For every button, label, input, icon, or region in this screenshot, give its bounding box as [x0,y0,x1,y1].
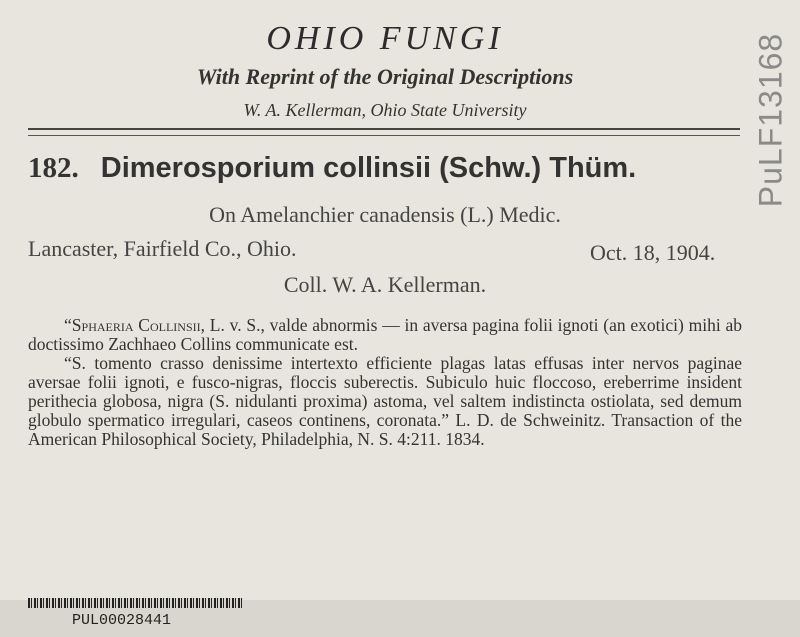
herbarium-stamp [746,20,796,220]
species-heading [28,152,636,185]
catalog-number: PUL00028441 [72,612,172,629]
collector: Coll. W. A. Kellerman. [283,272,487,297]
divider-rule-thin [28,135,740,136]
description-paragraph-1: “Sphaeria Collinsii, L. v. S., valde abnormis — in aversa pagina folii ignoti (an exotici) mihi ab doctissimo Zachhaeo Collins communicate est. [28,315,742,354]
label-author: W. A. Kellerman, Ohio State University [243,100,527,120]
divider-rule [28,128,740,130]
description-paragraph-2: “S. tomento crasso denissime intertexto efficiente plagas latas effusas inter nervos paginae aversae folii ignoti, e fusco-nigras, floccis suberectis. Subiculo huic floccoso, ereberrime insident perithecia globosa, nigra (S. nidulanti proxima) astoma, vel saltem indistincta ostiolata, sed demum globulo spermatico irregulari, caseos continens, coronata.” L. D. de Schweinitz. Transaction of the American Philosophical Society, Philadelphia, N. S. 4:211. 1834. [28,353,742,449]
taxon-smallcaps: Sphaeria Collinsii [71,315,201,335]
host-plant: On Amelanchier canadensis (L.) Medic. [209,202,561,227]
stamp-text: PuLF13168 [752,32,789,208]
species-name: Dimerosporium collinsii (Schw.) Thüm. [100,152,637,184]
label-subtitle: With Reprint of the Original Descriptions [196,64,574,89]
collection-date: Oct. 18, 1904. [590,240,716,265]
label-title: OHIO FUNGI [266,20,504,57]
specimen-number: 182. [28,152,79,184]
barcode [28,598,243,608]
original-description [28,316,742,449]
locality: Lancaster, Fairfield Co., Ohio. [28,236,297,261]
